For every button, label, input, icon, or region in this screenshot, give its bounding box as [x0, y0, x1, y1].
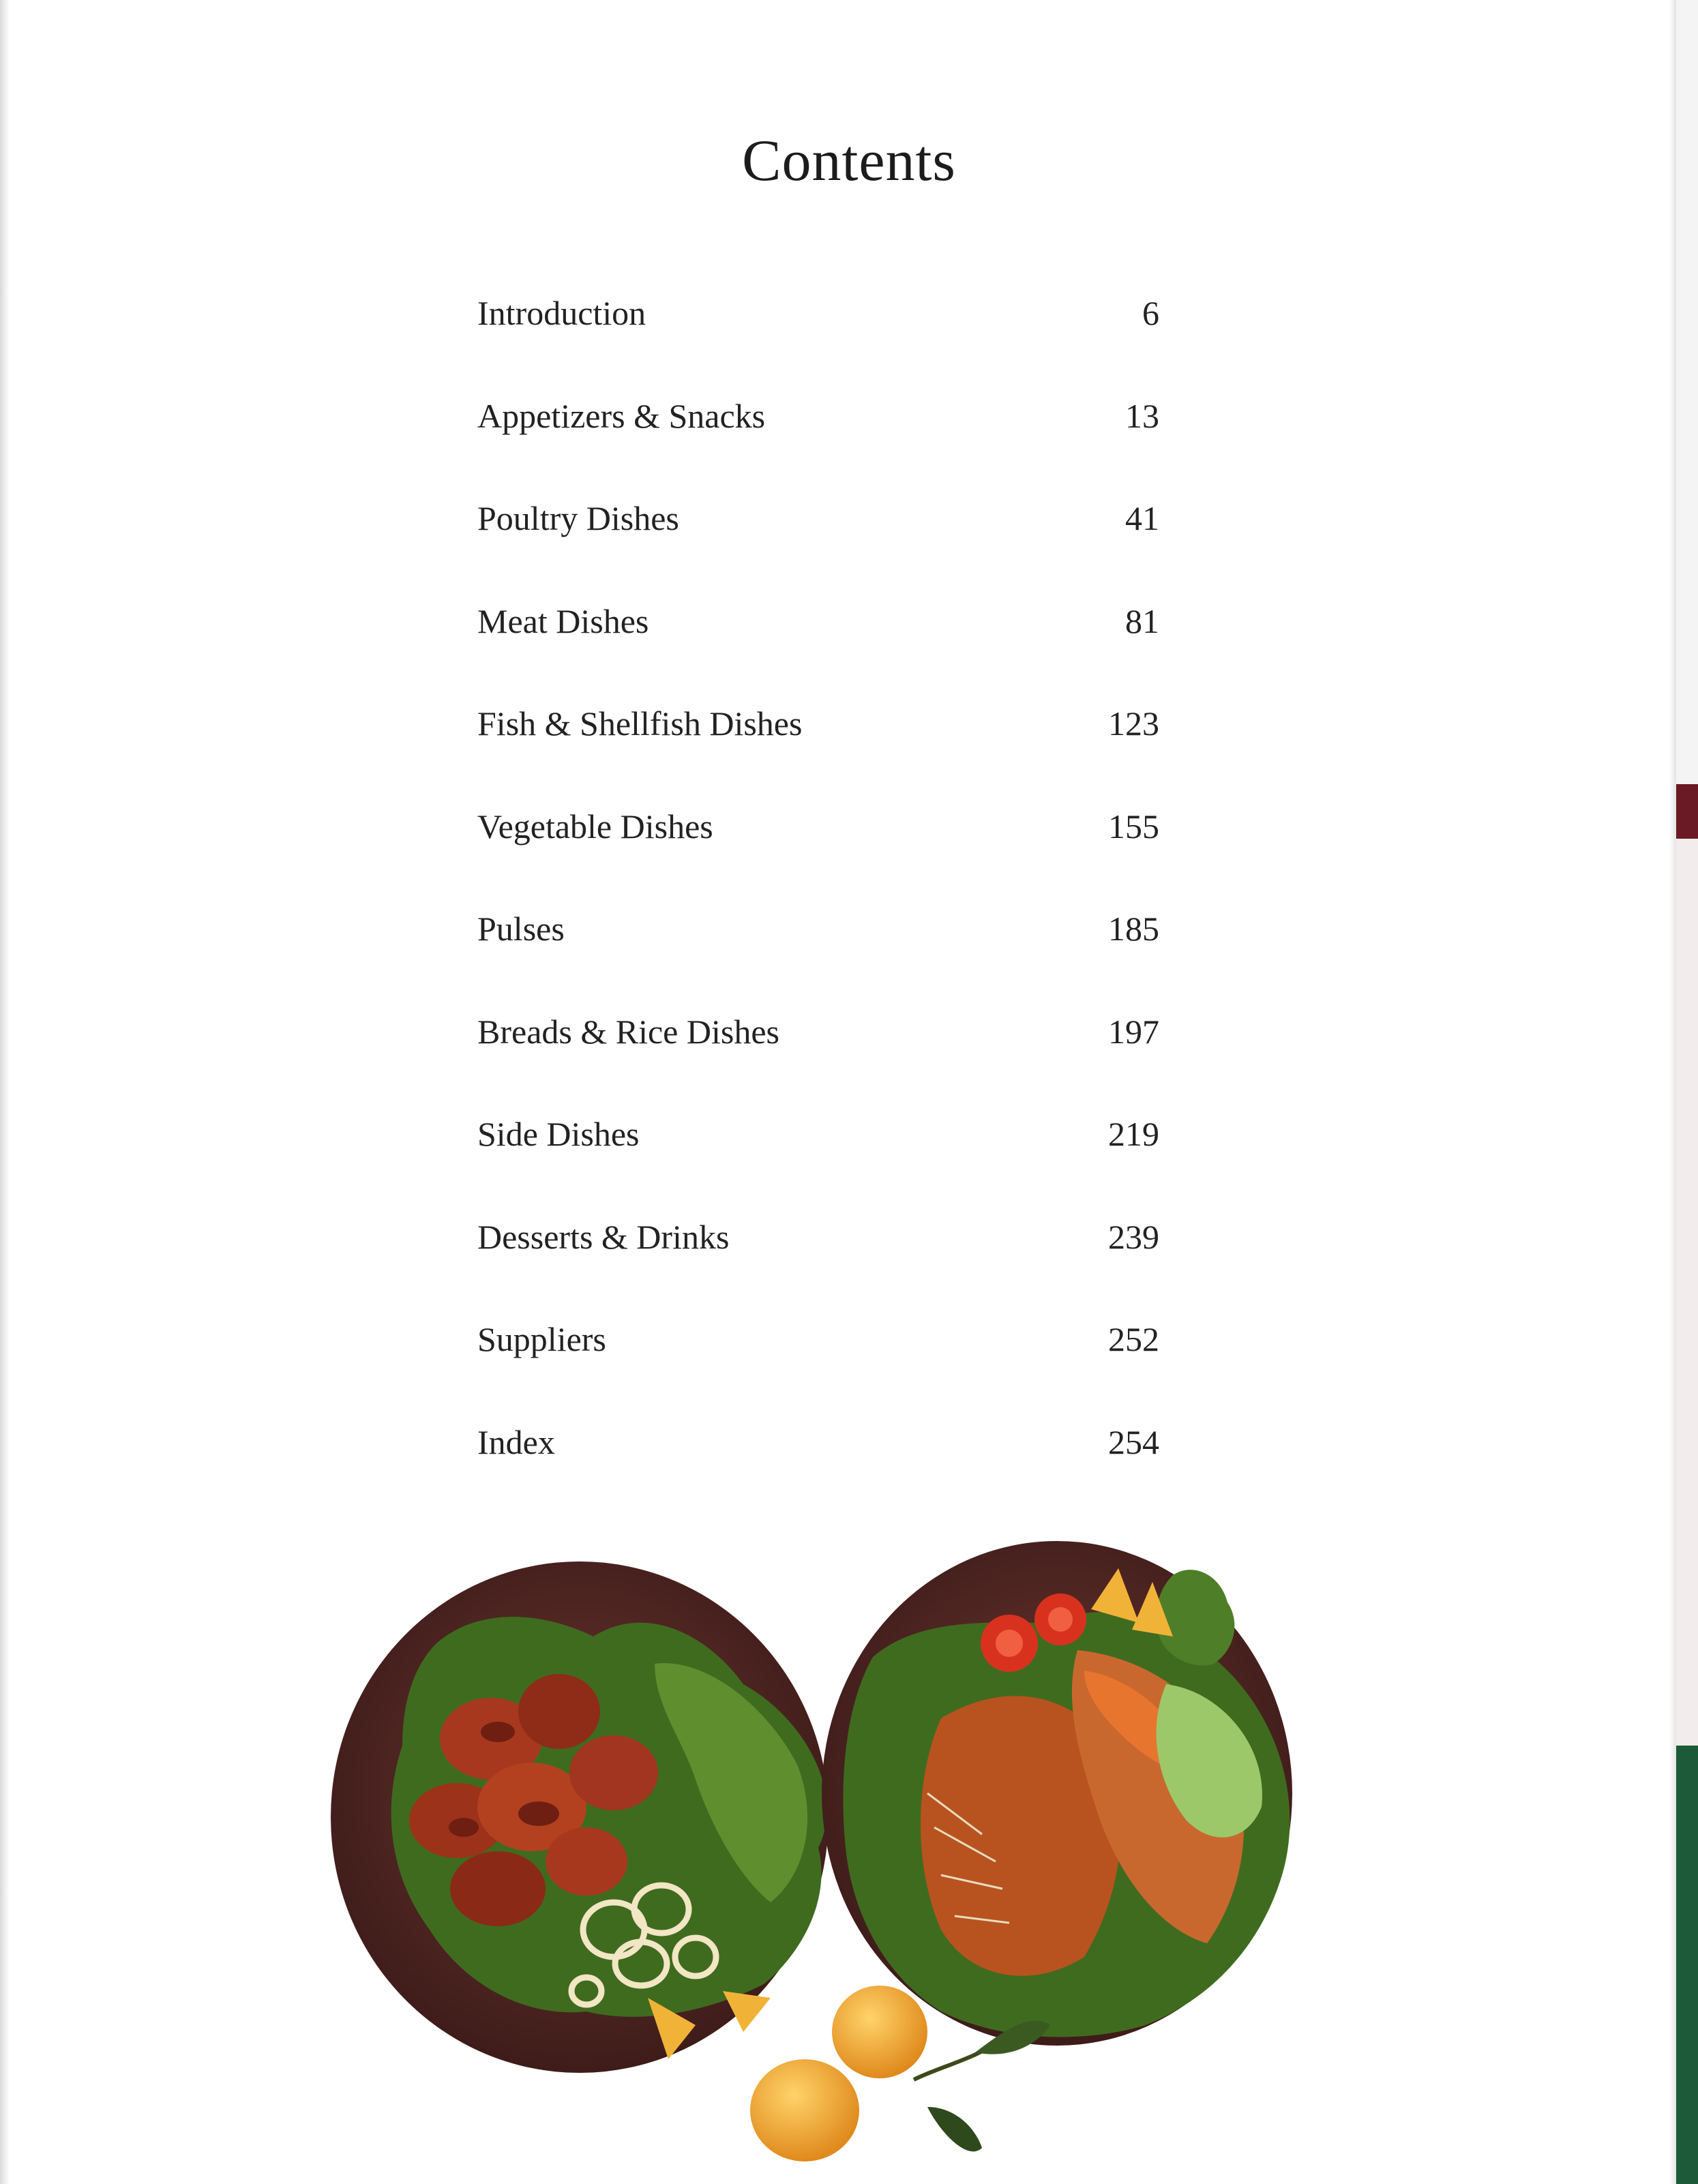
toc-entry[interactable]	[477, 595, 1159, 698]
lemon	[750, 2059, 859, 2161]
page-gutter-shadow	[0, 0, 10, 2184]
table-of-contents	[477, 286, 1159, 1518]
toc-entry[interactable]	[477, 1210, 1159, 1313]
toc-entry[interactable]	[477, 286, 1159, 389]
toc-entry[interactable]	[477, 492, 1159, 595]
toc-entry-page: 123	[1108, 704, 1159, 743]
toc-entry-page: 219	[1108, 1115, 1159, 1153]
toc-entry-label: Side Dishes	[477, 1115, 640, 1153]
leaf	[927, 2107, 982, 2151]
toc-entry-label: Appetizers & Snacks	[477, 396, 766, 435]
toc-entry[interactable]	[477, 697, 1159, 800]
page-title: Contents	[742, 128, 956, 193]
toc-entry-label: Introduction	[477, 294, 646, 332]
toc-entry[interactable]	[477, 1313, 1159, 1416]
toc-entry-label: Breads & Rice Dishes	[477, 1012, 779, 1051]
toc-entry-page: 6	[1142, 294, 1159, 332]
toc-entry-label: Vegetable Dishes	[477, 807, 713, 846]
toc-entry[interactable]	[477, 1107, 1159, 1210]
toc-entry-label: Meat Dishes	[477, 601, 649, 640]
tandoori-plate	[331, 1561, 829, 2073]
toc-entry-label: Pulses	[477, 910, 565, 948]
toc-entry-page: 252	[1108, 1320, 1159, 1358]
toc-entry-page: 185	[1108, 910, 1159, 948]
toc-entry-label: Fish & Shellfish Dishes	[477, 704, 803, 743]
toc-entry-label: Suppliers	[477, 1320, 606, 1358]
food-photo	[327, 1521, 1350, 2184]
lemon	[832, 1986, 927, 2078]
toc-entry-page: 41	[1125, 499, 1159, 537]
toc-entry[interactable]	[477, 902, 1159, 1005]
toc-entry-label: Desserts & Drinks	[477, 1217, 730, 1256]
toc-entry-page: 81	[1125, 601, 1159, 640]
fish-plate	[822, 1541, 1292, 2046]
toc-entry-label: Poultry Dishes	[477, 499, 679, 537]
toc-entry-page: 155	[1108, 807, 1159, 846]
toc-entry-page: 197	[1108, 1012, 1159, 1051]
book-cover-edge	[1676, 0, 1698, 2184]
toc-entry[interactable]	[477, 389, 1159, 492]
toc-entry-page: 239	[1108, 1217, 1159, 1256]
toc-entry[interactable]	[477, 1005, 1159, 1108]
page-edge-shade	[1669, 0, 1676, 2184]
toc-entry[interactable]	[477, 1416, 1159, 1519]
toc-entry-page: 13	[1125, 396, 1159, 435]
toc-entry-label: Index	[477, 1422, 555, 1461]
toc-entry[interactable]	[477, 800, 1159, 903]
toc-entry-page: 254	[1108, 1422, 1159, 1461]
